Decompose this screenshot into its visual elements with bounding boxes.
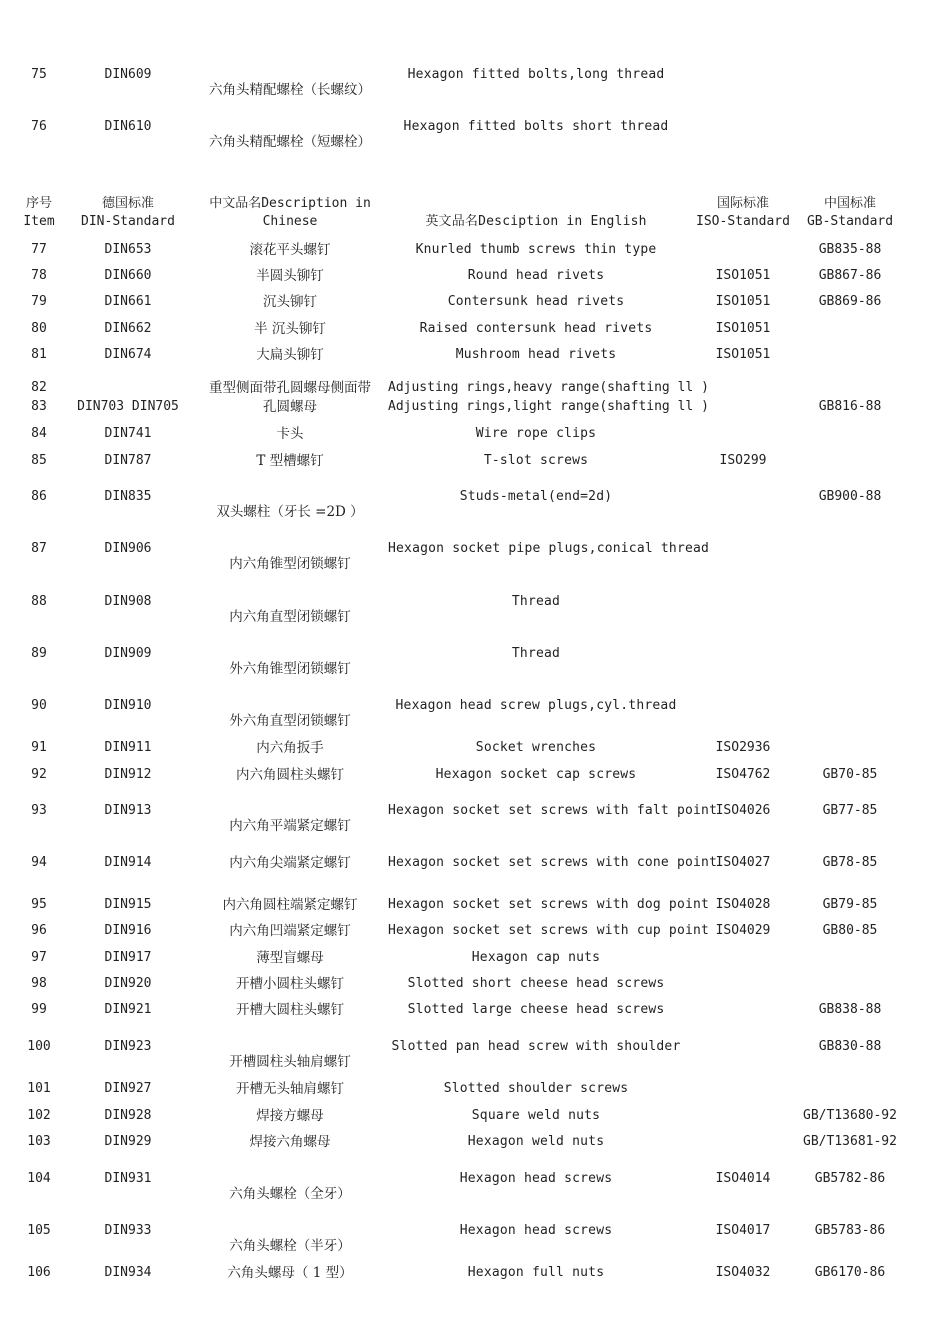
din-standard: DIN920 xyxy=(104,976,152,991)
din-standard: DIN921 xyxy=(104,1002,152,1017)
din-standard: DIN929 xyxy=(104,1134,152,1149)
chinese-description: 重型侧面带孔圆螺母侧面带 xyxy=(209,380,371,396)
item-number: 77 xyxy=(31,242,47,257)
chinese-description: 六角头精配螺栓（短螺栓） xyxy=(209,134,371,150)
gb-standard: GB/T13681-92 xyxy=(803,1134,897,1149)
english-description: Hexagon fitted bolts short thread xyxy=(403,119,669,134)
header-iso-cn: 国际标准 xyxy=(716,196,769,211)
english-description: Square weld nuts xyxy=(471,1108,601,1123)
english-description: T-slot screws xyxy=(483,453,589,468)
din-standard: DIN923 xyxy=(104,1039,152,1054)
english-description: Hexagon weld nuts xyxy=(467,1134,605,1149)
item-number: 90 xyxy=(31,698,47,713)
din-standard: DIN661 xyxy=(104,294,152,309)
gb-standard: GB70-85 xyxy=(822,767,878,782)
item-number: 96 xyxy=(31,923,47,938)
chinese-description: 双头螺柱（牙长 =2D ） xyxy=(216,504,364,520)
item-number: 95 xyxy=(31,897,47,912)
item-number: 82 xyxy=(31,380,47,395)
item-number: 87 xyxy=(31,541,47,556)
gb-standard: GB816-88 xyxy=(818,399,882,414)
chinese-description: 半 沉头铆钉 xyxy=(254,321,326,337)
header-item-cn: 序号 xyxy=(25,196,52,211)
english-description: Hexagon socket cap screws xyxy=(435,767,637,782)
item-number: 76 xyxy=(31,119,47,134)
english-description: Hexagon socket set screws with cone point xyxy=(388,855,718,870)
english-description: Hexagon socket set screws with cup point xyxy=(388,923,710,938)
chinese-description: 开槽大圆柱头螺钉 xyxy=(236,1002,344,1018)
din-standard: DIN787 xyxy=(104,453,152,468)
chinese-description: 六角头螺栓（半牙） xyxy=(229,1238,351,1254)
din-standard: DIN916 xyxy=(104,923,152,938)
din-standard: DIN674 xyxy=(104,347,152,362)
item-number: 89 xyxy=(31,646,47,661)
item-number: 84 xyxy=(31,426,47,441)
english-description: Hexagon cap nuts xyxy=(471,950,601,965)
iso-standard: ISO1051 xyxy=(715,347,771,362)
iso-standard: ISO299 xyxy=(719,453,767,468)
header-chinese-desc-2: Chinese xyxy=(262,214,318,229)
chinese-description: 六角头精配螺栓（长螺纹） xyxy=(209,82,371,98)
din-standard: DIN703 DIN705 xyxy=(77,399,179,414)
item-number: 99 xyxy=(31,1002,47,1017)
header-din-en: DIN-Standard xyxy=(81,214,175,229)
chinese-description: 卡头 xyxy=(276,426,304,442)
item-number: 100 xyxy=(27,1039,51,1054)
gb-standard: GB835-88 xyxy=(818,242,882,257)
iso-standard: ISO1051 xyxy=(715,268,771,283)
chinese-description: 内六角平端紧定螺钉 xyxy=(229,818,351,834)
chinese-description: 焊接方螺母 xyxy=(256,1108,324,1124)
iso-standard: ISO1051 xyxy=(715,321,771,336)
gb-standard: GB77-85 xyxy=(822,803,878,818)
english-description: Slotted pan head screw with shoulder xyxy=(391,1039,681,1054)
english-description: Slotted short cheese head screws xyxy=(407,976,665,991)
chinese-description: 半圆头铆钉 xyxy=(256,268,324,284)
gb-standard: GB/T13680-92 xyxy=(803,1108,897,1123)
item-number: 79 xyxy=(31,294,47,309)
din-standard: DIN917 xyxy=(104,950,152,965)
gb-standard: GB5782-86 xyxy=(814,1171,886,1186)
din-standard: DIN928 xyxy=(104,1108,152,1123)
din-standard: DIN835 xyxy=(104,489,152,504)
iso-standard: ISO4028 xyxy=(715,897,771,912)
english-description: Raised contersunk head rivets xyxy=(419,321,653,336)
chinese-description: 内六角圆柱端紧定螺钉 xyxy=(222,897,358,913)
gb-standard: GB6170-86 xyxy=(814,1265,886,1280)
english-description: Hexagon socket set screws with dog point xyxy=(388,897,710,912)
english-description: Hexagon fitted bolts,long thread xyxy=(407,67,665,82)
chinese-description: 外六角锥型闭锁螺钉 xyxy=(229,661,351,677)
header-chinese-desc-1: 中文品名Description in xyxy=(209,196,371,211)
item-number: 83 xyxy=(31,399,47,414)
din-standard: DIN908 xyxy=(104,594,152,609)
chinese-description: 内六角圆柱头螺钉 xyxy=(236,767,344,783)
iso-standard: ISO4014 xyxy=(715,1171,771,1186)
item-number: 98 xyxy=(31,976,47,991)
item-number: 94 xyxy=(31,855,47,870)
chinese-description: 内六角直型闭锁螺钉 xyxy=(229,609,351,625)
iso-standard: ISO4026 xyxy=(715,803,771,818)
chinese-description: 外六角直型闭锁螺钉 xyxy=(229,713,351,729)
din-standard: DIN913 xyxy=(104,803,152,818)
english-description: Hexagon head screws xyxy=(459,1223,613,1238)
chinese-description: 焊接六角螺母 xyxy=(249,1134,331,1150)
item-number: 91 xyxy=(31,740,47,755)
english-description: Mushroom head rivets xyxy=(455,347,617,362)
item-number: 88 xyxy=(31,594,47,609)
chinese-description: 开槽无头轴肩螺钉 xyxy=(236,1081,344,1097)
item-number: 101 xyxy=(27,1081,51,1096)
english-description: Knurled thumb screws thin type xyxy=(415,242,657,257)
gb-standard: GB78-85 xyxy=(822,855,878,870)
chinese-description: 薄型盲螺母 xyxy=(256,950,324,966)
chinese-description: 孔圆螺母 xyxy=(263,399,317,415)
english-description: Slotted large cheese head screws xyxy=(407,1002,665,1017)
din-standard: DIN653 xyxy=(104,242,152,257)
header-iso-en: ISO-Standard xyxy=(696,214,790,229)
english-description: Slotted shoulder screws xyxy=(443,1081,629,1096)
english-description: Wire rope clips xyxy=(475,426,597,441)
chinese-description: 沉头铆钉 xyxy=(263,294,317,310)
iso-standard: ISO4027 xyxy=(715,855,771,870)
item-number: 105 xyxy=(27,1223,51,1238)
item-number: 85 xyxy=(31,453,47,468)
din-standard: DIN931 xyxy=(104,1171,152,1186)
gb-standard: GB838-88 xyxy=(818,1002,882,1017)
din-standard: DIN912 xyxy=(104,767,152,782)
gb-standard: GB79-85 xyxy=(822,897,878,912)
gb-standard: GB830-88 xyxy=(818,1039,882,1054)
chinese-description: 内六角扳手 xyxy=(256,740,324,756)
gb-standard: GB80-85 xyxy=(822,923,878,938)
chinese-description: T 型槽螺钉 xyxy=(256,453,324,469)
header-gb-en: GB-Standard xyxy=(806,214,894,229)
item-number: 93 xyxy=(31,803,47,818)
chinese-description: 大扁头铆钉 xyxy=(256,347,324,363)
iso-standard: ISO4017 xyxy=(715,1223,771,1238)
iso-standard: ISO1051 xyxy=(715,294,771,309)
item-number: 103 xyxy=(27,1134,51,1149)
english-description: Round head rivets xyxy=(467,268,605,283)
din-standard: DIN934 xyxy=(104,1265,152,1280)
item-number: 102 xyxy=(27,1108,51,1123)
header-din-cn: 德国标准 xyxy=(101,196,154,211)
english-description: Adjusting rings,heavy range(shafting ll ) xyxy=(388,380,709,395)
din-standard: DIN906 xyxy=(104,541,152,556)
chinese-description: 内六角尖端紧定螺钉 xyxy=(229,855,351,871)
chinese-description: 六角头螺栓（全牙） xyxy=(229,1186,351,1202)
english-description: Socket wrenches xyxy=(475,740,597,755)
chinese-description: 开槽圆柱头轴肩螺钉 xyxy=(229,1054,351,1070)
header-item-en: Item xyxy=(23,214,55,229)
english-description: Contersunk head rivets xyxy=(447,294,625,309)
gb-standard: GB900-88 xyxy=(818,489,882,504)
item-number: 86 xyxy=(31,489,47,504)
english-description: Hexagon head screws xyxy=(459,1171,613,1186)
gb-standard: GB869-86 xyxy=(818,294,882,309)
item-number: 75 xyxy=(31,67,47,82)
din-standard: DIN909 xyxy=(104,646,152,661)
din-standard: DIN915 xyxy=(104,897,152,912)
din-standard: DIN660 xyxy=(104,268,152,283)
english-description: Hexagon full nuts xyxy=(467,1265,605,1280)
english-description: Hexagon socket pipe plugs,conical thread xyxy=(388,541,710,556)
din-standard: DIN910 xyxy=(104,698,152,713)
din-standard: DIN609 xyxy=(104,67,152,82)
iso-standard: ISO2936 xyxy=(715,740,771,755)
din-standard: DIN911 xyxy=(104,740,152,755)
item-number: 97 xyxy=(31,950,47,965)
item-number: 104 xyxy=(27,1171,51,1186)
item-number: 81 xyxy=(31,347,47,362)
item-number: 106 xyxy=(27,1265,51,1280)
chinese-description: 滚花平头螺钉 xyxy=(249,242,331,258)
gb-standard: GB5783-86 xyxy=(814,1223,886,1238)
din-standard: DIN933 xyxy=(104,1223,152,1238)
iso-standard: ISO4029 xyxy=(715,923,771,938)
english-description: Adjusting rings,light range(shafting ll ) xyxy=(388,399,709,414)
english-description: Hexagon socket set screws with falt point xyxy=(388,803,718,818)
chinese-description: 六角头螺母（ 1 型） xyxy=(227,1265,353,1281)
iso-standard: ISO4032 xyxy=(715,1265,771,1280)
english-description: Thread xyxy=(511,594,561,609)
din-standard: DIN927 xyxy=(104,1081,152,1096)
iso-standard: ISO4762 xyxy=(715,767,771,782)
english-description: Hexagon head screw plugs,cyl.thread xyxy=(395,698,677,713)
din-standard: DIN914 xyxy=(104,855,152,870)
din-standard: DIN610 xyxy=(104,119,152,134)
english-description: Thread xyxy=(511,646,561,661)
din-standard: DIN741 xyxy=(104,426,152,441)
item-number: 78 xyxy=(31,268,47,283)
din-standard: DIN662 xyxy=(104,321,152,336)
english-description: Studs-metal(end=2d) xyxy=(459,489,613,504)
item-number: 92 xyxy=(31,767,47,782)
chinese-description: 开槽小圆柱头螺钉 xyxy=(236,976,344,992)
gb-standard: GB867-86 xyxy=(818,268,882,283)
chinese-description: 内六角凹端紧定螺钉 xyxy=(229,923,351,939)
chinese-description: 内六角锥型闭锁螺钉 xyxy=(229,556,351,572)
item-number: 80 xyxy=(31,321,47,336)
header-gb-cn: 中国标准 xyxy=(823,196,876,211)
header-english-desc: 英文品名Desciption in English xyxy=(425,214,647,229)
